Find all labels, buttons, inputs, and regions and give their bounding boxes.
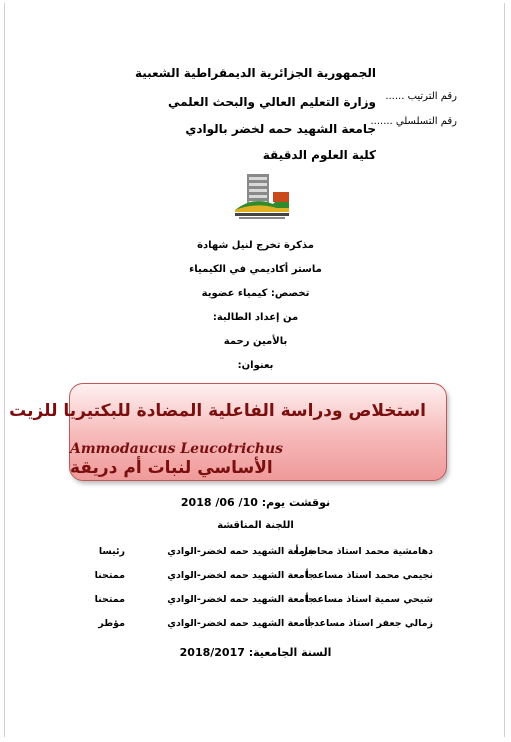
committee-member-name: شيحي سمية استاذ مساعد أ (305, 594, 433, 605)
committee-member-name: زمالي جعفر استاذ مساعد أ (307, 618, 433, 629)
thesis-title-box (9, 383, 447, 481)
university-heading: جامعة الشهيد حمه لخضر بالوادي (185, 122, 376, 136)
committee-member-role: ممتحنا (94, 594, 125, 605)
order-number-label: رقم الترتيب ...... (385, 91, 457, 102)
student-name: بالأمين رحمة (223, 336, 288, 347)
species-name: Ammodaucus Leucotrichus (70, 441, 284, 457)
prepared-by-label: من إعداد الطالبة: (212, 312, 299, 323)
committee-member-affiliation: جامعة الشهيد حمه لخضر-الوادي (167, 618, 315, 629)
defense-date: نوقشت يوم: 10/ 06/ 2018 (180, 496, 331, 509)
committee-member-role: ممتحنا (94, 570, 125, 581)
committee-heading: اللجنة المناقشة (217, 520, 294, 531)
committee-member-affiliation: جامعة الشهيد حمه لخضر-الوادي (167, 594, 315, 605)
ministry-heading: وزارة التعليم العالي والبحث العلمي (167, 95, 376, 109)
titled-label: بعنوان: (237, 360, 274, 371)
thesis-title-line2 (70, 438, 426, 478)
committee-member-affiliation: جامعة الشهيد حمه لخضر-الوادي (167, 546, 315, 557)
faculty-heading: كلية العلوم الدقيقة (262, 148, 376, 162)
committee-member-role: مؤطر (98, 618, 125, 629)
committee-member-name: نجيمي محمد استاذ مساعد أ (305, 570, 433, 581)
thesis-degree: ماستر أكاديمي في الكيمياء (189, 264, 322, 275)
thesis-purpose: مذكرة تخرج لنيل شهادة (197, 240, 314, 251)
university-logo-icon (233, 170, 291, 222)
thesis-specialty: تخصص: كيمياء عضوية (201, 288, 310, 299)
academic-year: السنة الجامعية: 2018/2017 (179, 646, 332, 659)
thesis-title-line2-arabic: الأساسي لنبات أم دريقة (70, 458, 273, 478)
university-logo (233, 170, 291, 222)
committee-member-affiliation: جامعة الشهيد حمه لخضر-الوادي (167, 570, 315, 581)
serial-number-label: رقم التسلسلي ....... (370, 116, 457, 127)
committee-member-name: دهامشية محمد استاذ محاضر أ (295, 546, 433, 557)
republic-heading: الجمهورية الجزائرية الديمقراطية الشعبية (134, 66, 376, 80)
thesis-title-line1: استخلاص ودراسة الفاعلية المضادة للبكتيريا للزيت (9, 401, 426, 421)
committee-member-role: رئيسا (98, 546, 125, 557)
